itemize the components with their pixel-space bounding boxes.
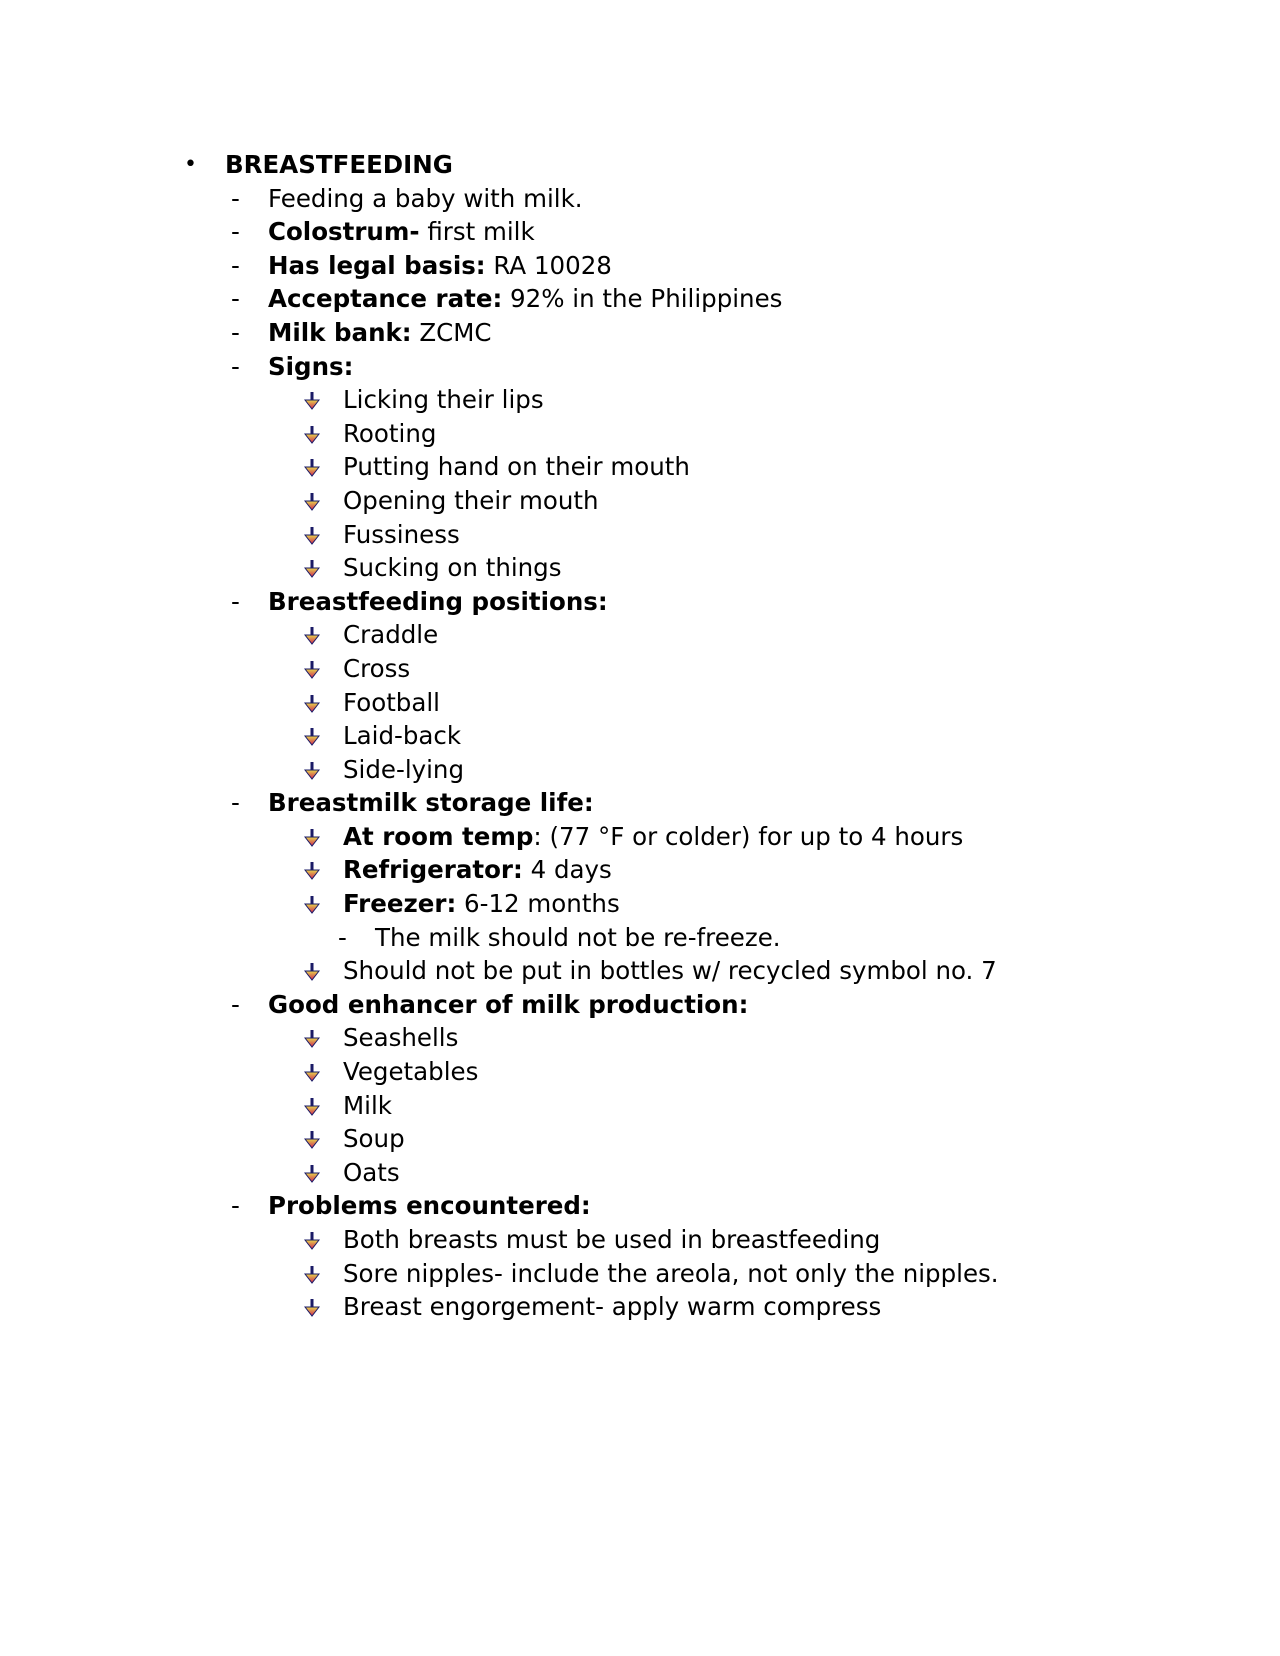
list-item-label: Acceptance rate: <box>268 284 503 314</box>
list-item <box>0 518 1280 552</box>
down-arrow-bullet-icon <box>304 1131 320 1149</box>
list-item-value: RA 10028 <box>485 250 612 280</box>
list-item <box>0 853 1280 887</box>
down-arrow-bullet-icon <box>304 695 320 713</box>
list-item-text <box>343 551 562 585</box>
list-item-text <box>268 350 353 384</box>
down-arrow-bullet-icon <box>304 1064 320 1082</box>
list-item <box>0 652 1280 686</box>
list-item <box>0 484 1280 518</box>
list-item-text <box>268 282 782 316</box>
list-item-text <box>343 1223 880 1257</box>
list-item <box>0 450 1280 484</box>
list-item-value: : (77 °F or colder) for up to 4 hours <box>533 821 964 851</box>
list-item-value: Football <box>343 687 440 717</box>
list-item-label: Has legal basis: <box>268 250 486 280</box>
list-item <box>0 417 1280 451</box>
down-arrow-bullet-icon <box>304 627 320 645</box>
list-item <box>0 1290 1280 1324</box>
down-arrow-bullet-icon <box>304 762 320 780</box>
list-item-text <box>343 820 963 854</box>
list-item-text <box>343 1055 478 1089</box>
list-item <box>0 988 1280 1022</box>
dash-marker: - <box>231 317 240 347</box>
bullet-marker: • <box>184 152 197 177</box>
list-item <box>0 1156 1280 1190</box>
down-arrow-bullet-icon <box>304 661 320 679</box>
down-arrow-bullet-icon <box>304 1030 320 1048</box>
down-arrow-bullet-icon <box>304 896 320 914</box>
dash-marker: - <box>338 922 347 952</box>
list-item <box>0 1055 1280 1089</box>
list-item-label: Freezer: <box>343 889 457 919</box>
down-arrow-bullet-icon <box>304 862 320 880</box>
list-item <box>0 887 1280 921</box>
list-item-label: Signs: <box>268 351 354 381</box>
list-item-value: The milk should not be re-freeze. <box>375 922 781 952</box>
list-item-value: 6-12 months <box>456 889 620 919</box>
list-item <box>0 921 1280 955</box>
list-item-text <box>343 954 997 988</box>
list-item-label: Milk bank: <box>268 317 412 347</box>
list-item-value: Laid-back <box>343 721 462 751</box>
list-item-text <box>375 921 781 955</box>
list-item-label: Colostrum- <box>268 217 420 247</box>
list-item <box>0 585 1280 619</box>
list-item-value: 4 days <box>522 855 612 885</box>
list-item-value: Seashells <box>343 1023 459 1053</box>
dash-marker: - <box>231 183 240 213</box>
list-item-value: Cross <box>343 653 411 683</box>
list-item <box>0 753 1280 787</box>
list-item-value: Should not be put in bottles w/ recycled symbol no. 7 <box>343 956 997 986</box>
list-item-label: Good enhancer of milk production: <box>268 989 749 1019</box>
list-item <box>0 1021 1280 1055</box>
list-item-text <box>268 988 748 1022</box>
list-item <box>0 350 1280 384</box>
list-item-text <box>343 1122 405 1156</box>
list-item-label: Breastfeeding positions: <box>268 586 608 616</box>
list-item-text <box>343 719 461 753</box>
list-item-value: Side-lying <box>343 754 465 784</box>
list-item-value: Rooting <box>343 418 437 448</box>
list-item-value: Oats <box>343 1157 400 1187</box>
list-item-value: Craddle <box>343 620 439 650</box>
dash-marker: - <box>231 586 240 616</box>
list-item-text <box>343 383 544 417</box>
list-item-value: Fussiness <box>343 519 460 549</box>
list-item-text <box>268 182 583 216</box>
down-arrow-bullet-icon <box>304 1232 320 1250</box>
list-item-text <box>343 652 410 686</box>
down-arrow-bullet-icon <box>304 1299 320 1317</box>
list-item <box>0 786 1280 820</box>
list-item-text <box>343 753 464 787</box>
list-item <box>0 1257 1280 1291</box>
down-arrow-bullet-icon <box>304 426 320 444</box>
dash-marker: - <box>231 351 240 381</box>
list-item-value: ZCMC <box>411 317 492 347</box>
list-item-value: Putting hand on their mouth <box>343 452 690 482</box>
down-arrow-bullet-icon <box>304 560 320 578</box>
list-item-text <box>343 484 599 518</box>
list-item-value: Feeding a baby with milk. <box>268 183 583 213</box>
down-arrow-bullet-icon <box>304 1266 320 1284</box>
down-arrow-bullet-icon <box>304 1098 320 1116</box>
list-item-text <box>343 1290 881 1324</box>
list-item <box>0 719 1280 753</box>
list-item-text <box>268 1189 591 1223</box>
list-item-text <box>343 518 460 552</box>
section-heading-line <box>0 148 1280 182</box>
list-item <box>0 1223 1280 1257</box>
list-item <box>0 1089 1280 1123</box>
list-item-text <box>343 853 612 887</box>
down-arrow-bullet-icon <box>304 392 320 410</box>
dash-marker: - <box>231 284 240 314</box>
list-item-text <box>343 686 440 720</box>
list-item <box>0 1122 1280 1156</box>
list-item-value: 92% in the Philippines <box>502 284 783 314</box>
down-arrow-bullet-icon <box>304 829 320 847</box>
down-arrow-bullet-icon <box>304 527 320 545</box>
dash-marker: - <box>231 788 240 818</box>
list-item-text <box>343 1021 458 1055</box>
list-item-label: At room temp <box>343 821 534 851</box>
outline-list <box>0 182 1280 1324</box>
list-item-value: Soup <box>343 1124 405 1154</box>
down-arrow-bullet-icon <box>304 963 320 981</box>
dash-marker: - <box>231 989 240 1019</box>
list-item <box>0 316 1280 350</box>
list-item <box>0 249 1280 283</box>
list-item-value: Opening their mouth <box>343 485 599 515</box>
list-item <box>0 618 1280 652</box>
list-item-label: Problems encountered: <box>268 1191 591 1221</box>
list-item-text <box>268 316 492 350</box>
list-item-text <box>343 450 690 484</box>
list-item <box>0 686 1280 720</box>
list-item-text <box>268 249 612 283</box>
down-arrow-bullet-icon <box>304 459 320 477</box>
document-page <box>0 148 1280 1324</box>
dash-marker: - <box>231 1191 240 1221</box>
list-item-value: Licking their lips <box>343 385 544 415</box>
list-item-value: Milk <box>343 1090 392 1120</box>
list-item-text <box>343 417 436 451</box>
list-item-label: Breastmilk storage life: <box>268 788 594 818</box>
dash-marker: - <box>231 250 240 280</box>
list-item-value: first milk <box>419 217 535 247</box>
list-item <box>0 282 1280 316</box>
list-item <box>0 820 1280 854</box>
list-item-text <box>268 215 535 249</box>
list-item-value: Breast engorgement- apply warm compress <box>343 1292 882 1322</box>
list-item-text <box>268 786 594 820</box>
list-item <box>0 182 1280 216</box>
section-heading: BREASTFEEDING <box>225 150 453 179</box>
list-item-text <box>343 1156 400 1190</box>
list-item-value: Vegetables <box>343 1057 479 1087</box>
list-item-text <box>268 585 608 619</box>
dash-marker: - <box>231 217 240 247</box>
list-item <box>0 551 1280 585</box>
list-item-text <box>343 1257 999 1291</box>
list-item <box>0 215 1280 249</box>
down-arrow-bullet-icon <box>304 728 320 746</box>
list-item-text <box>343 1089 392 1123</box>
list-item-value: Both breasts must be used in breastfeeding <box>343 1225 881 1254</box>
list-item-label: Refrigerator: <box>343 855 523 885</box>
list-item-value: Sucking on things <box>343 553 562 583</box>
list-item-text <box>343 618 438 652</box>
list-item-text <box>343 887 620 921</box>
list-item <box>0 954 1280 988</box>
down-arrow-bullet-icon <box>304 1165 320 1183</box>
down-arrow-bullet-icon <box>304 493 320 511</box>
list-item-value: Sore nipples- include the areola, not only the nipples. <box>343 1258 999 1288</box>
list-item <box>0 383 1280 417</box>
list-item <box>0 1189 1280 1223</box>
